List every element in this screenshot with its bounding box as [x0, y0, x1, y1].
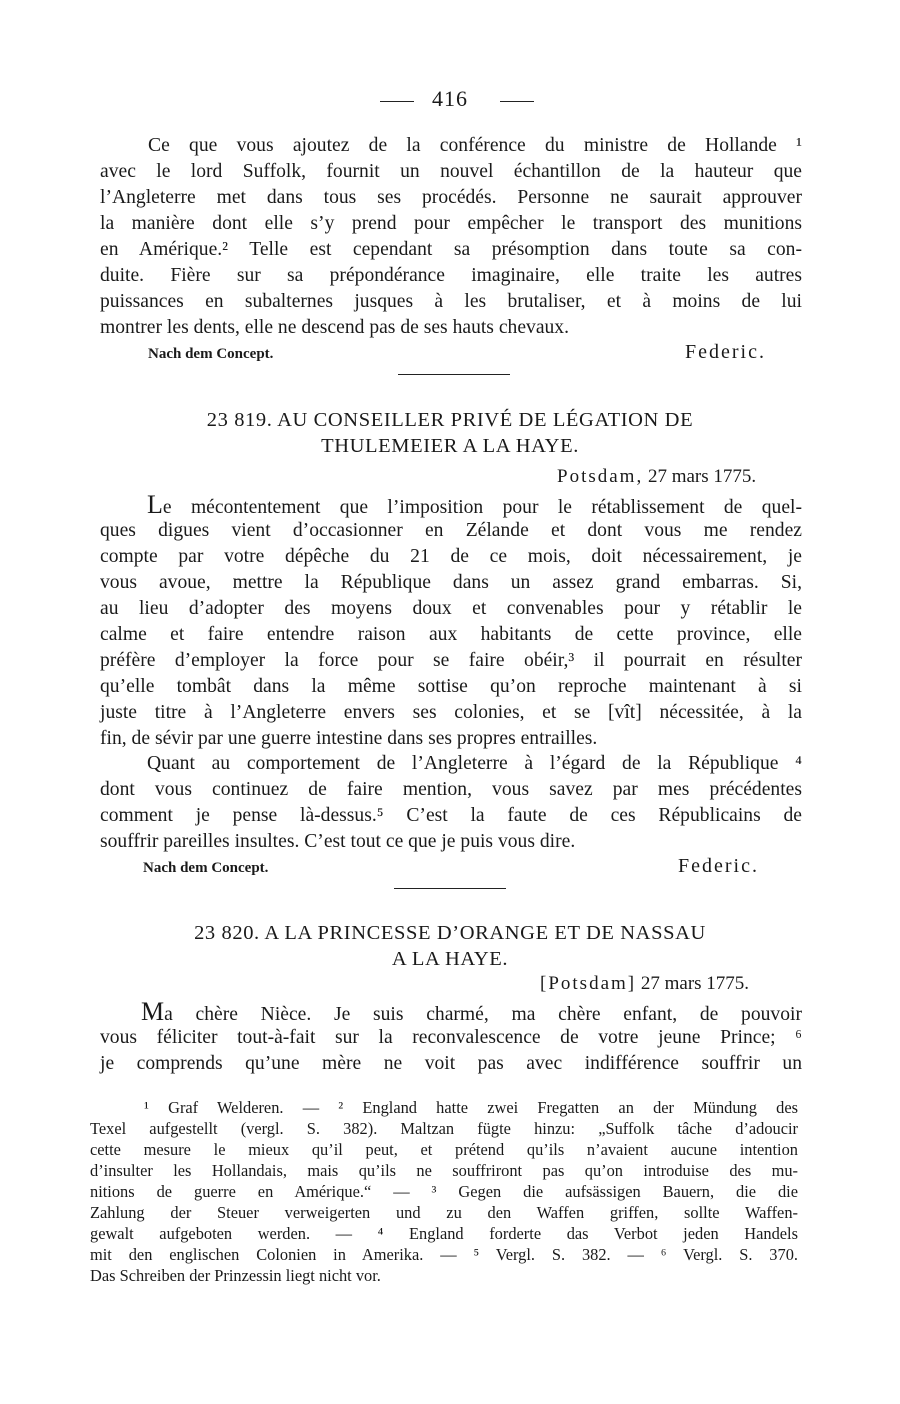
footnote-line: Das Schreiben der Prinzessin liegt nicht vor.	[90, 1266, 381, 1285]
signature: Federic.	[685, 341, 766, 363]
text-line: Ce que vous ajoutez de la conférence du ministre de Hollande ¹	[148, 135, 802, 156]
text-line: la manière dont elle s’y prend pour empêcher le transport des munitions	[100, 213, 802, 234]
text-line: dont vous continuez de faire mention, vous savez par mes précédentes	[100, 779, 802, 800]
text-line	[147, 492, 802, 521]
text-line	[141, 999, 802, 1028]
letter-number: 23 820.	[194, 922, 260, 944]
text-line: avec le lord Suffolk, fournit un nouvel échantillon de la hauteur que	[100, 161, 802, 182]
section-divider	[398, 374, 510, 375]
text-line: puissances en subalternes jusques à les brutaliser, et à moins de lui	[100, 291, 802, 312]
page-number-dash-right	[500, 101, 534, 102]
text-line: juste titre à l’Angleterre envers ses colonies, et se [vît] nécessitée, à la	[100, 702, 802, 723]
letter-heading	[0, 920, 900, 946]
letter-heading	[0, 407, 900, 433]
footnote-line: nitions de guerre en Amérique.“ — ³ Gegen die aufsässigen Bauern, die die	[90, 1182, 798, 1201]
text-line: Quant au comportement de l’Angleterre à l’égard de la République ⁴	[147, 753, 802, 774]
footnote-line: Zahlung der Steuer verweigerten und zu den Waffen griffen, sollte Waffen-	[90, 1203, 798, 1222]
drop-initial: M	[141, 997, 165, 1026]
text-line: souffrir pareilles insultes. C’est tout ce que je puis vous dire.	[100, 831, 576, 852]
page-number: 416	[432, 86, 468, 111]
letter-title-line2: A LA HAYE.	[391, 948, 509, 970]
letter-date: 27 mars 1775.	[640, 973, 750, 994]
text-line: vous avoue, mettre la République dans un assez grand embarras. Si,	[100, 572, 802, 593]
letter-dateline	[557, 466, 756, 488]
letter-place: Potsdam,	[557, 466, 644, 487]
text-line: calme et faire entendre raison aux habitants de cette province, elle	[100, 624, 802, 645]
text-line: duite. Fière sur sa prépondérance imaginaire, elle traite les autres	[100, 265, 802, 286]
letter-dateline	[540, 973, 749, 995]
first-line-text: e mécontentement que l’imposition pour le rétablissement de quel-	[162, 497, 802, 518]
text-line: je comprends qu’une mère ne voit pas avec indifférence souffrir un	[100, 1053, 802, 1074]
text-line: fin, de sévir par une guerre intestine dans ses propres entrailles.	[100, 728, 598, 749]
text-line: compte par votre dépêche du 21 de ce mois, doit nécessairement, je	[100, 546, 802, 567]
footnote-line: ¹ Graf Welderen. — ² England hatte zwei Fregatten an der Mündung des	[144, 1098, 798, 1117]
text-line: préfère d’employer la force pour se faire obéir,³ il pourrait en résulter	[100, 650, 802, 671]
letter-title: A LA PRINCESSE D’ORANGE ET DE NASSAU	[264, 922, 706, 944]
footnote-line: mit den englischen Colonien in Amerika. — ⁵ Vergl. S. 382. — ⁶ Vergl. S. 370.	[90, 1245, 798, 1264]
text-line: l’Angleterre met dans tous ses procédés. Personne ne saurait approuver	[100, 187, 802, 208]
letter-date: 27 mars 1775.	[647, 466, 757, 487]
section-divider	[394, 888, 506, 889]
text-line: vous féliciter tout-à-fait sur la reconvalescence de votre jeune Prince; ⁶	[100, 1027, 802, 1048]
signature: Federic.	[678, 855, 759, 877]
text-line: comment je pense là-dessus.⁵ C’est la faute de ces Républicains de	[100, 805, 802, 826]
letter-title: AU CONSEILLER PRIVÉ DE LÉGATION DE	[277, 409, 694, 431]
letter-number: 23 819.	[206, 409, 273, 431]
text-line: en Amérique.² Telle est cependant sa présomption dans toute sa con-	[100, 239, 802, 260]
letter-place: [Potsdam]	[540, 973, 637, 994]
drop-initial: L	[147, 490, 163, 519]
source-note: Nach dem Concept.	[148, 346, 274, 362]
first-line-text: a chère Nièce. Je suis charmé, ma chère enfant, de pouvoir	[164, 1004, 802, 1025]
footnote-line: gewalt aufgeboten werden. — ⁴ England forderte das Verbot jeden Handels	[90, 1224, 798, 1243]
text-line: au lieu d’adopter des moyens doux et convenables pour y rétablir le	[100, 598, 802, 619]
letter-title-line2: THULEMEIER A LA HAYE.	[321, 435, 579, 457]
source-note: Nach dem Concept.	[143, 860, 269, 876]
footnote-line: cette mesure le mieux qu’il peut, et prétend qu’ils n’avaient aucune intention	[90, 1140, 798, 1159]
text-line: ques digues vient d’occasionner en Zélande et dont vous me rendez	[100, 520, 802, 541]
footnote-line: d’insulter les Hollandais, mais qu’ils ne souffriront pas qu’on introduise des mu-	[90, 1161, 798, 1180]
footnote-line: Texel aufgestellt (vergl. S. 382). Maltzan fügte hinzu: „Suffolk tâche d’adoucir	[90, 1119, 798, 1138]
text-line: montrer les dents, elle ne descend pas de ses hauts chevaux.	[100, 317, 570, 338]
text-line: qu’elle tombât dans la même sottise qu’on reproche maintenant à si	[100, 676, 802, 697]
